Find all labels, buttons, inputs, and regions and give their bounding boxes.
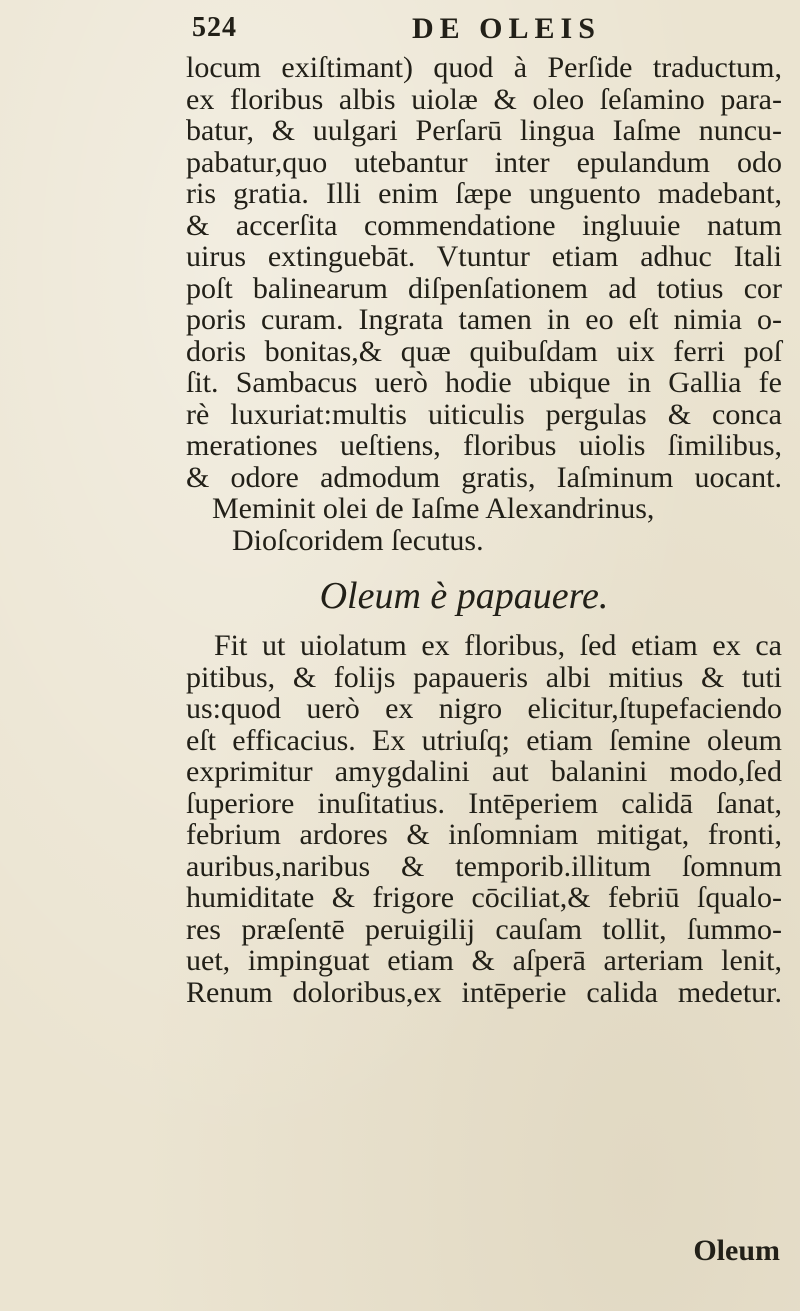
text-line: Renum doloribus,ex intēperie calida medetur. [186,975,782,1009]
text-line: res præſentē peruigilij cauſam tollit, ſummo- [186,912,782,946]
text-line: ſit. Sambacus uerò hodie ubique in Gallia fe [186,366,782,399]
text-line: febrium ardores & inſomniam mitigat, fronti, [186,818,782,851]
text-line: ſuperiore inuſitatius. Intēperiem calidā ſanat, [186,786,782,820]
text-block-upper [186,52,782,1008]
text-line: ris gratia. Illi enim ſæpe unguento madebant, [186,177,782,210]
text-line: pitibus, & folijs papaueris albi mitius & tuti [186,660,782,694]
running-head: DE OLEIS [412,12,601,45]
catchword: Oleum [693,1234,780,1267]
text-line: pabatur,quo utebantur inter epulandum odo [186,145,782,179]
page-header [192,12,792,52]
text-line: merationes ueſtiens, floribus uiolis ſimilibus, [186,429,782,462]
text-line: poris curam. Ingrata tamen in eo eſt nimia o- [186,303,782,336]
text-line: Dioſcoridem ſecutus. [232,523,484,557]
text-line: humiditate & frigore cōciliat,& febriū ſqualo- [186,881,782,914]
text-line: doris bonitas,& quæ quibuſdam uix ferri poſ [186,334,782,368]
text-line: Fit ut uiolatum ex floribus, ſed etiam ex ca [214,629,782,662]
text-line: locum exiſtimant) quod à Perſide traductum, [186,51,782,84]
text-line: batur, & uulgari Perſarū lingua Iaſme nuncu- [186,114,782,147]
text-line: rè luxuriat:multis uiticulis pergulas & conca [186,397,782,431]
text-line: us:quod uerò ex nigro elicitur,ſtupefaciendo [186,692,782,725]
text-line: eſt efficacius. Ex utriuſq; etiam ſemine oleum [186,723,782,757]
page-number: 524 [192,12,237,43]
text-line: uirus extinguebāt. Vtuntur etiam adhuc Itali [186,240,782,273]
section-title: Oleum è papauere. [319,575,609,617]
text-line: auribus,naribus & temporib.illitum ſomnum [186,849,782,883]
text-line: Meminit olei de Iaſme Alexandrinus, [212,492,655,525]
text-line: & odore admodum gratis, Iaſminum uocant. [186,460,782,494]
text-line: poſt balinearum diſpenſationem ad totius cor [186,271,782,305]
text-line: uet, impinguat etiam & aſperā arteriam lenit, [186,944,782,977]
text-line: exprimitur amygdalini aut balanini modo,ſed [186,755,782,788]
text-line: & accerſita commendatione ingluuie natum [186,208,782,242]
text-line: ex floribus albis uiolæ & oleo ſeſamino para- [186,82,782,116]
